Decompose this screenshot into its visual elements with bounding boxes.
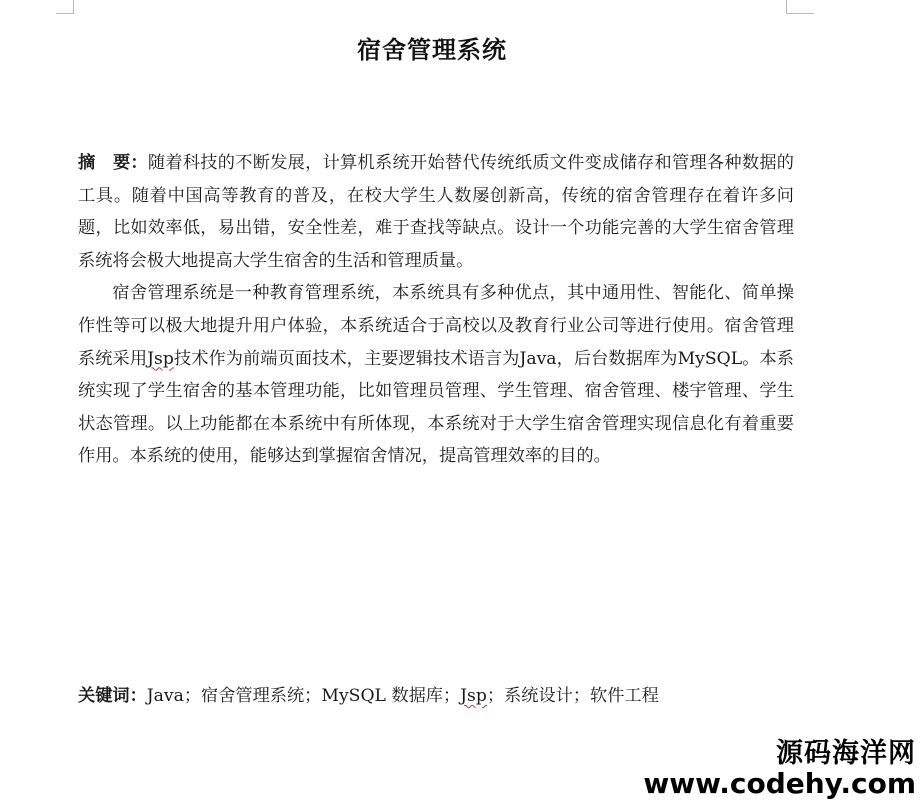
crop-mark-top-left-vertical: [73, 0, 74, 14]
document-title: 宿舍管理系统: [357, 36, 507, 64]
abstract-paragraph-2-text-b: 技术作为前端页面技术，主要逻辑技术语言为Java，后台数据库为MySQL。本系统实现了学生宿舍的基本管理功能，比如管理员管理、学生管理、宿舍管理、楼宇管理、学生状态管理。以上功能都在本系统中有所体现，本系统对于大学生宿舍管理实现信息化有着重要作用。本系统的使用，能够达到掌握宿舍情况，提高管理效率的目的。: [78, 348, 794, 467]
watermark-site-url: www.codehy.com: [643, 766, 916, 800]
crop-mark-top-right-horizontal: [786, 13, 814, 14]
keywords-label: 关键词：: [78, 686, 147, 706]
watermark-site-name: 源码海洋网: [776, 738, 916, 770]
abstract-paragraph-1: [78, 147, 794, 277]
abstract-paragraph-2-text-a: 宿舍管理系统是一种教育管理系统，本系统具有多种优点，其中通用性、智能化、简单操作性等可以极大地提升用户体验，本系统适合于高校以及教育行业公司等进行使用。宿舍管理系统采用: [78, 283, 794, 369]
keywords-line: [78, 680, 794, 712]
abstract-body: [78, 147, 794, 473]
keywords-text-b: ；系统设计；软件工程: [486, 686, 659, 706]
keywords-text-a: Java；宿舍管理系统；MySQL 数据库；: [146, 686, 461, 706]
abstract-paragraph-2: [78, 277, 794, 473]
abstract-label: 摘 要：: [78, 153, 148, 173]
crop-mark-top-right-vertical: [786, 0, 787, 14]
site-watermark: [643, 740, 916, 798]
crop-mark-top-left-horizontal: [56, 13, 74, 14]
abstract-paragraph-1-text: 随着科技的不断发展，计算机系统开始替代传统纸质文件变成储存和管理各种数据的工具。随着中国高等教育的普及，在校大学生人数屡创新高，传统的宿舍管理存在着许多问题，比如效率低，易出错，安全性差，难于查找等缺点。设计一个功能完善的大学生宿舍管理系统将会极大地提高大学生宿舍的生活和管理质量。: [78, 153, 794, 271]
keywords-spellcheck-flagged-word: Jsp: [460, 686, 487, 706]
spellcheck-flagged-word: Jsp: [147, 348, 174, 369]
